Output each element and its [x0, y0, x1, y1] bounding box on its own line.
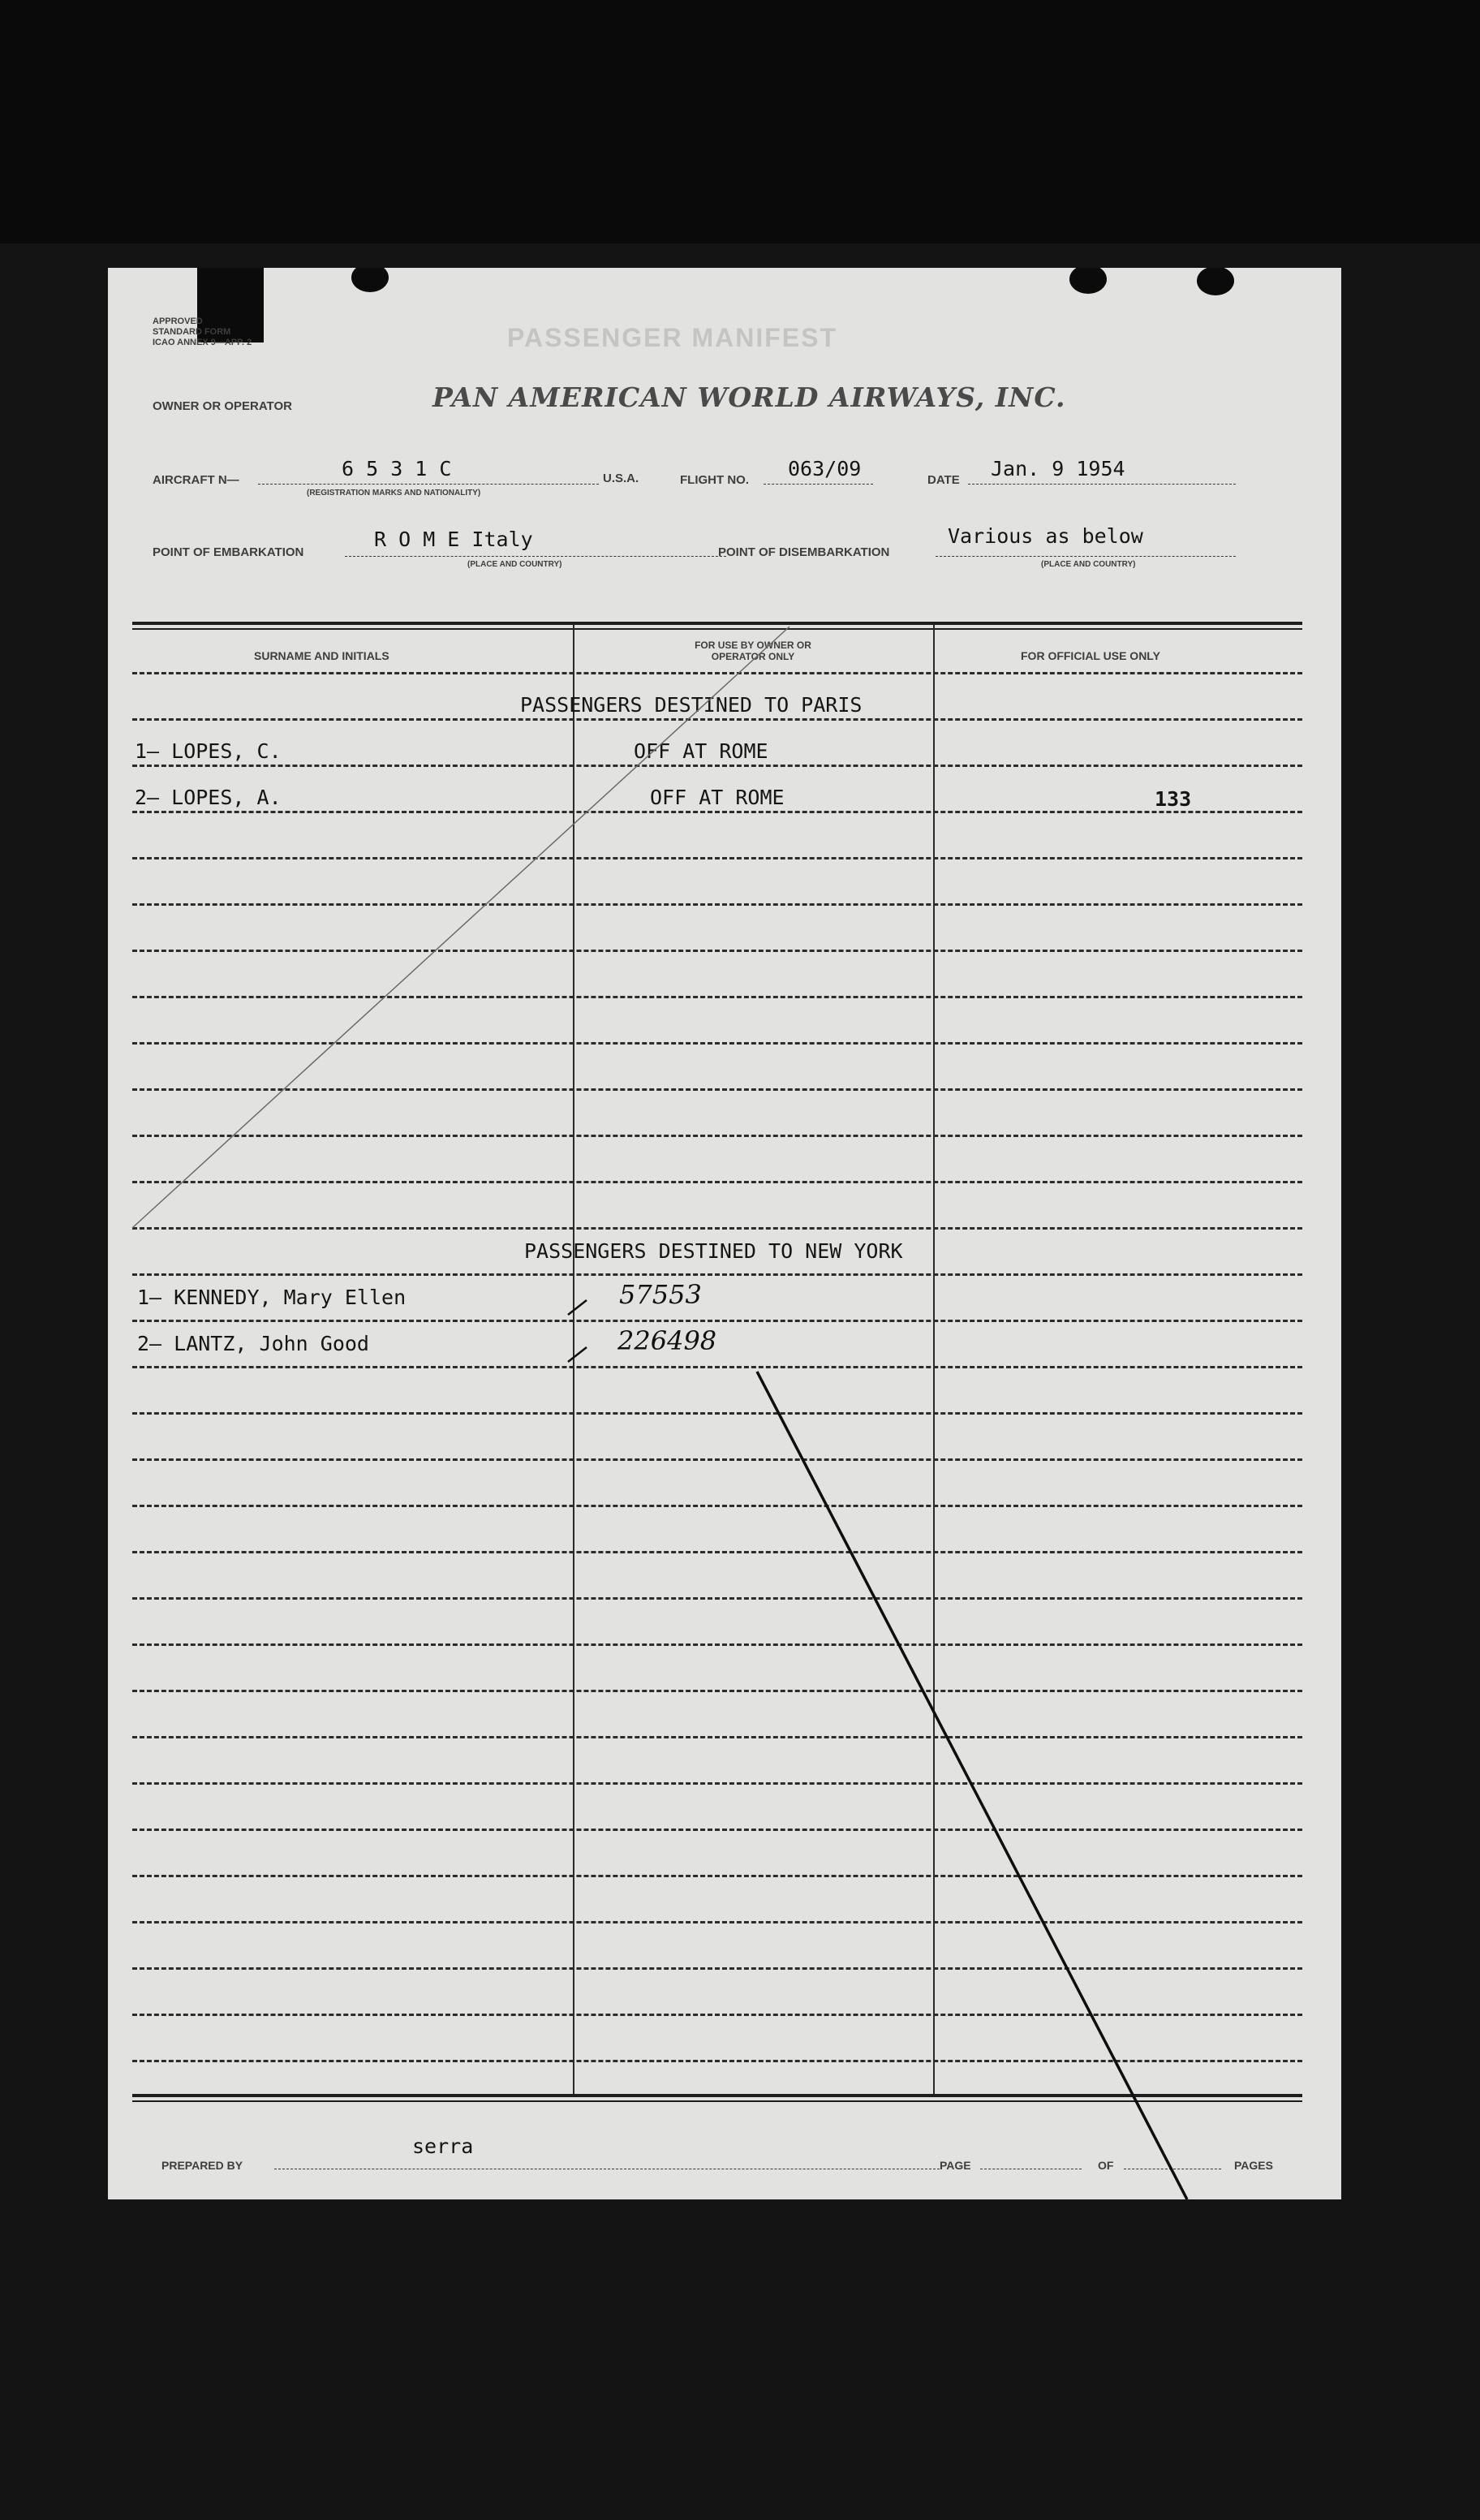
owner-note: OFF AT ROME — [650, 786, 785, 809]
check-mark — [568, 1300, 587, 1315]
passenger-name: 2— LANTZ, John Good — [137, 1332, 369, 1355]
ny-section-heading: PASSENGERS DESTINED TO NEW YORK — [524, 1239, 903, 1263]
header-official-use: FOR OFFICIAL USE ONLY — [1021, 649, 1160, 662]
dark-background — [0, 0, 1480, 243]
flight-label: FLIGHT NO. — [680, 473, 749, 487]
cancel-stroke — [132, 627, 789, 1228]
page-label: PAGE — [940, 2159, 971, 2172]
aircraft-sublabel: (REGISTRATION MARKS AND NATIONALITY) — [307, 489, 481, 498]
pages-label: PAGES — [1234, 2159, 1273, 2172]
owner-note: 226498 — [617, 1325, 717, 1356]
embark-sublabel: (PLACE AND COUNTRY) — [467, 560, 562, 569]
owner-label: OWNER OR OPERATOR — [153, 399, 292, 413]
check-mark — [568, 1347, 587, 1362]
embark-label: POINT OF EMBARKATION — [153, 545, 304, 559]
usa-label: U.S.A. — [603, 472, 639, 485]
owner-note: 57553 — [619, 1279, 702, 1310]
date-label: DATE — [927, 473, 960, 487]
aircraft-label: AIRCRAFT N— — [153, 473, 239, 487]
passenger-name: 1— LOPES, C. — [135, 739, 282, 763]
date-value: Jan. 9 1954 — [991, 457, 1125, 480]
header-surname: SURNAME AND INITIALS — [254, 649, 389, 662]
approval-stamp: APPROVED STANDARD FORM ICAO ANNEX 9—APP. 2 — [153, 317, 252, 347]
passenger-name: 2— LOPES, A. — [135, 786, 282, 809]
embark-value: R O M E Italy — [374, 528, 533, 551]
flight-value: 063/09 — [788, 457, 862, 480]
passenger-name: 1— KENNEDY, Mary Ellen — [137, 1286, 407, 1309]
disembark-label: POINT OF DISEMBARKATION — [718, 545, 890, 559]
aircraft-value: 6 5 3 1 C — [342, 457, 452, 480]
pen-strokes — [108, 268, 1341, 2199]
prepared-value: serra — [412, 2134, 474, 2158]
pen-slash — [757, 1372, 1187, 2199]
owner-note: OFF AT ROME — [634, 739, 768, 763]
disembark-value: Various as below — [948, 524, 1143, 548]
header-owner-use: FOR USE BY OWNER OR OPERATOR ONLY — [695, 640, 811, 662]
manifest-page — [108, 268, 1341, 2199]
page-title: PASSENGER MANIFEST — [507, 323, 837, 352]
owner-value: PAN AMERICAN WORLD AIRWAYS, INC. — [432, 381, 1066, 413]
prepared-label: PREPARED BY — [161, 2159, 243, 2172]
disembark-sublabel: (PLACE AND COUNTRY) — [1041, 560, 1136, 569]
official-note: 133 — [1155, 787, 1192, 811]
paris-section-heading: PASSENGERS DESTINED TO PARIS — [520, 693, 863, 717]
of-label: OF — [1098, 2159, 1114, 2172]
